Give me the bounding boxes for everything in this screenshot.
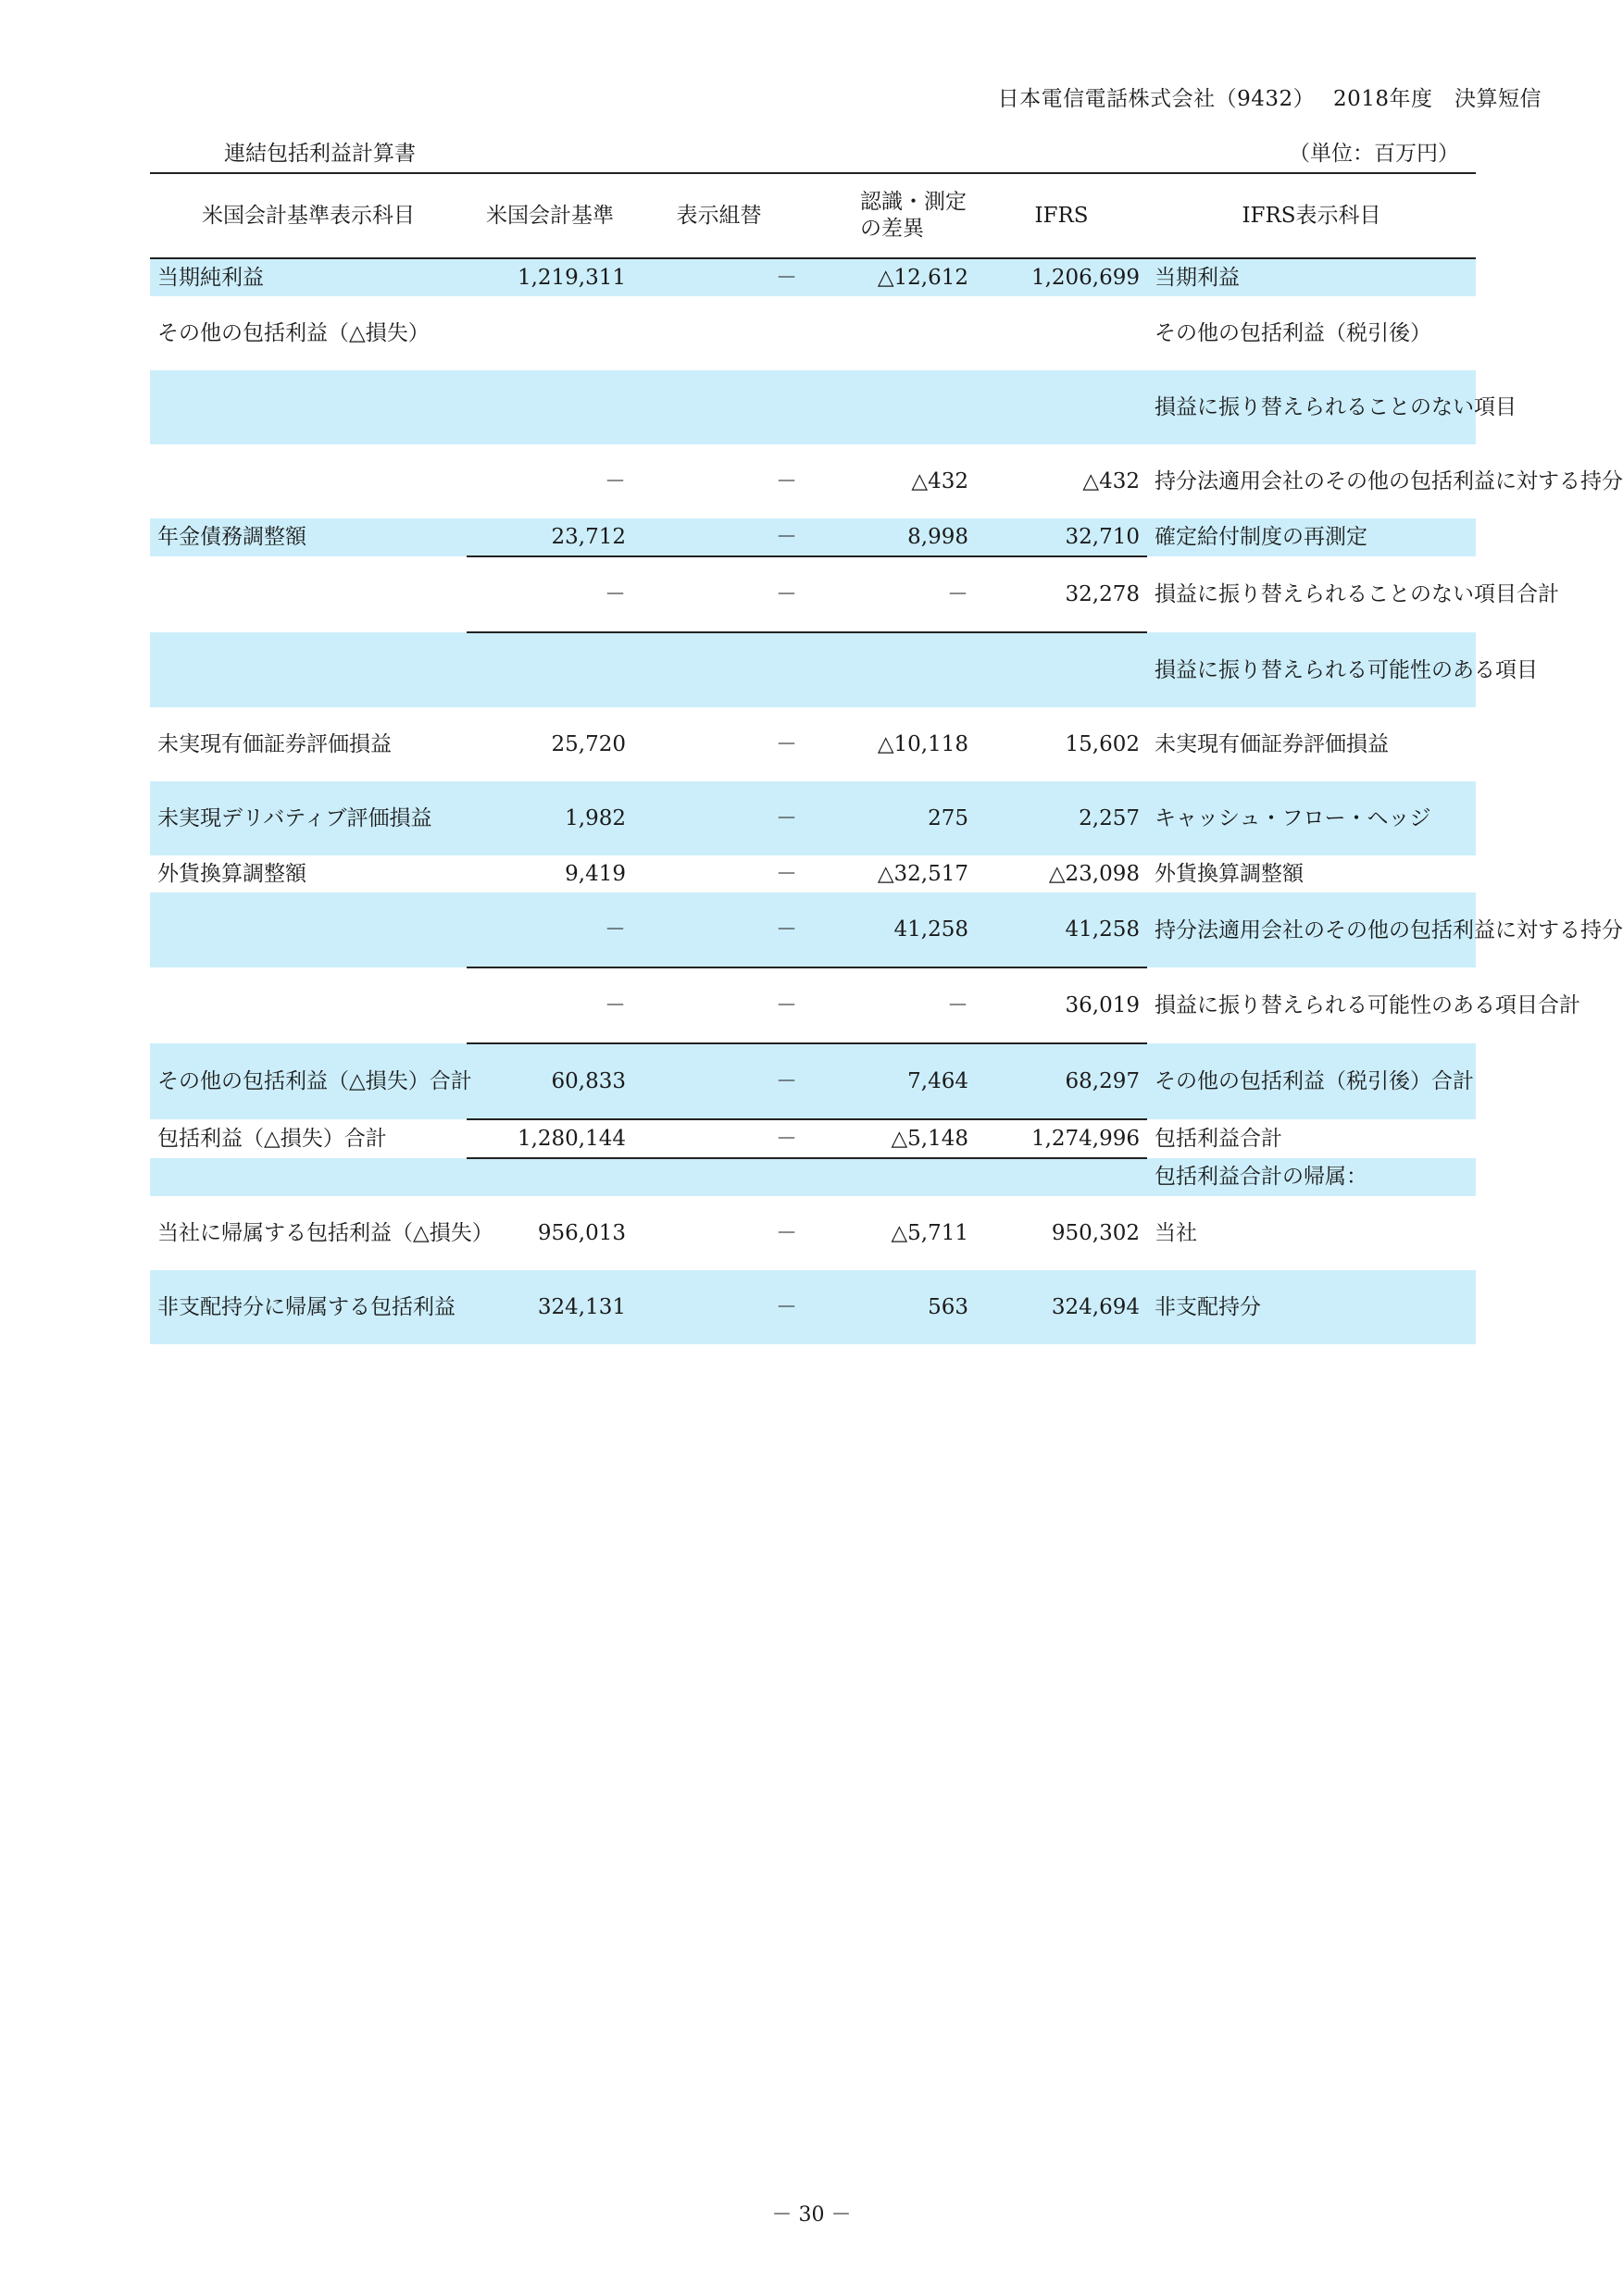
- reclass-cell: －: [633, 1043, 805, 1119]
- table-row: [150, 1196, 1476, 1270]
- ifrs-item-cell: 持分法適用会社のその他の包括利益に対する持分: [1147, 892, 1476, 967]
- ifrs-value-cell: 32,710: [976, 518, 1147, 556]
- ifrs-value-cell: 41,258: [976, 892, 1147, 967]
- diff-cell: △12,612: [805, 258, 976, 296]
- table-row: [150, 370, 1476, 444]
- ifrs-item-cell: キャッシュ・フロー・ヘッジ: [1147, 781, 1476, 855]
- ifrs-item-cell: 損益に振り替えられる可能性のある項目: [1147, 632, 1476, 707]
- reclass-cell: －: [633, 892, 805, 967]
- ifrs-item-cell: 未実現有価証券評価損益: [1155, 732, 1389, 756]
- diff-cell: 8,998: [805, 518, 976, 556]
- table-header-row: [150, 173, 1476, 258]
- us-value-cell: [467, 632, 633, 707]
- us-item-cell: [150, 967, 467, 1043]
- table-row: [150, 781, 1476, 855]
- us-item-cell: 当期純利益: [150, 258, 467, 296]
- reclass-cell: －: [633, 967, 805, 1043]
- ifrs-value-cell: 32,278: [976, 556, 1147, 632]
- us-value-cell: －: [467, 967, 633, 1043]
- ifrs-item-cell: 包括利益合計の帰属：: [1147, 1158, 1476, 1196]
- ifrs-value-cell: △432: [1082, 469, 1140, 493]
- col-header-ifrs: IFRS: [976, 173, 1147, 258]
- us-item-cell: [150, 632, 467, 707]
- table-row: [150, 1270, 1476, 1344]
- table-row: [150, 518, 1476, 556]
- ifrs-item-cell: 外貨換算調整額: [1155, 861, 1304, 886]
- diff-cell: △432: [911, 469, 968, 493]
- diff-cell: －: [805, 967, 976, 1043]
- ifrs-value-cell: [976, 370, 1147, 444]
- col-header-diff: 認識・測定の差異: [805, 173, 976, 258]
- ifrs-item-cell: 当社: [1155, 1221, 1197, 1245]
- us-value-cell: 1,219,311: [467, 258, 633, 296]
- diff-cell: △10,118: [877, 732, 968, 756]
- ifrs-value-cell: 36,019: [976, 967, 1147, 1043]
- diff-cell: 563: [805, 1270, 976, 1344]
- diff-cell: △5,711: [891, 1221, 968, 1245]
- table-row: [150, 632, 1476, 707]
- us-item-cell: その他の包括利益（△損失）合計: [150, 1043, 467, 1119]
- reclass-cell: －: [633, 258, 805, 296]
- us-item-cell: 外貨換算調整額: [157, 861, 306, 886]
- col-header-us-item: 米国会計基準表示科目: [150, 173, 467, 258]
- reclass-cell: －: [776, 469, 797, 493]
- table-row: [150, 1158, 1476, 1196]
- table-row: [150, 296, 1476, 370]
- reclass-cell: －: [633, 518, 805, 556]
- diff-cell: 7,464: [805, 1043, 976, 1119]
- us-item-cell: [150, 892, 467, 967]
- reclass-cell: [633, 370, 805, 444]
- diff-cell: △32,517: [877, 861, 968, 886]
- us-value-cell: －: [605, 469, 626, 493]
- table-row: [150, 892, 1476, 967]
- ifrs-item-cell: 持分法適用会社のその他の包括利益に対する持分: [1155, 469, 1623, 493]
- us-item-cell: 年金債務調整額: [150, 518, 467, 556]
- us-value-cell: －: [467, 892, 633, 967]
- table-row: [150, 707, 1476, 781]
- diff-cell: △5,148: [805, 1119, 976, 1158]
- reclass-cell: －: [633, 1119, 805, 1158]
- us-value-cell: 324,131: [467, 1270, 633, 1344]
- comprehensive-income-table: [150, 172, 1623, 1344]
- us-item-cell: [150, 370, 467, 444]
- ifrs-value-cell: [976, 1158, 1147, 1196]
- ifrs-value-cell: 15,602: [1065, 732, 1140, 756]
- ifrs-value-cell: 324,694: [976, 1270, 1147, 1344]
- ifrs-item-cell: 損益に振り替えられる可能性のある項目合計: [1155, 993, 1580, 1017]
- reclass-cell: [633, 632, 805, 707]
- ifrs-value-cell: 1,206,699: [976, 258, 1147, 296]
- us-value-cell: 25,720: [551, 732, 626, 756]
- col-header-reclass: 表示組替: [633, 173, 805, 258]
- diff-cell: [805, 632, 976, 707]
- ifrs-value-cell: 68,297: [976, 1043, 1147, 1119]
- diff-cell: －: [805, 556, 976, 632]
- ifrs-item-cell: 確定給付制度の再測定: [1147, 518, 1476, 556]
- ifrs-item-cell: 当期利益: [1147, 258, 1476, 296]
- us-item-cell: その他の包括利益（△損失）: [157, 321, 430, 345]
- col-header-ifrs-item: IFRS表示科目: [1147, 173, 1476, 258]
- reclass-cell: [633, 1158, 805, 1196]
- table-row: [150, 967, 1476, 1043]
- company-header: 日本電信電話株式会社（9432） 2018年度 決算短信: [997, 87, 1542, 111]
- us-value-cell: 9,419: [565, 861, 626, 886]
- us-item-cell: 未実現デリバティブ評価損益: [150, 781, 467, 855]
- ifrs-item-cell: 非支配持分: [1147, 1270, 1476, 1344]
- table-row: [150, 556, 1476, 632]
- ifrs-item-cell: その他の包括利益（税引後）合計: [1147, 1043, 1476, 1119]
- reclass-cell: －: [776, 1221, 797, 1245]
- us-value-cell: 23,712: [467, 518, 633, 556]
- reclass-cell: －: [776, 861, 797, 886]
- ifrs-item-cell: 損益に振り替えられることのない項目: [1147, 370, 1476, 444]
- us-item-cell: 包括利益（△損失）合計: [157, 1126, 387, 1151]
- us-item-cell: 非支配持分に帰属する包括利益: [150, 1270, 467, 1344]
- statement-title: 連結包括利益計算書: [224, 142, 416, 166]
- table-row: [150, 444, 1476, 518]
- us-value-cell: 60,833: [467, 1043, 633, 1119]
- col-header-us-gaap: 米国会計基準: [467, 173, 633, 258]
- us-value-cell: 956,013: [537, 1221, 626, 1245]
- diff-cell: [805, 296, 976, 370]
- us-value-cell: [467, 370, 633, 444]
- us-item-cell: [150, 1158, 467, 1196]
- unit-label: （単位：百万円）: [1289, 142, 1459, 166]
- reclass-cell: －: [633, 1270, 805, 1344]
- diff-cell: 275: [805, 781, 976, 855]
- table-row: [150, 855, 1476, 892]
- ifrs-item-cell: 損益に振り替えられることのない項目合計: [1155, 582, 1559, 606]
- table-row: [150, 1043, 1476, 1119]
- page-number: － 30 －: [771, 2203, 852, 2227]
- reclass-cell: [633, 296, 805, 370]
- ifrs-value-cell: 1,274,996: [976, 1119, 1147, 1158]
- ifrs-value-cell: 2,257: [976, 781, 1147, 855]
- us-item-cell: [150, 556, 467, 632]
- ifrs-value-cell: 950,302: [1051, 1221, 1140, 1245]
- us-value-cell: 1,280,144: [467, 1119, 633, 1158]
- us-value-cell: －: [467, 556, 633, 632]
- reclass-cell: －: [633, 781, 805, 855]
- ifrs-value-cell: [976, 296, 1147, 370]
- reclass-cell: －: [633, 556, 805, 632]
- ifrs-value-cell: △23,098: [1048, 861, 1140, 886]
- us-item-cell: [150, 444, 467, 518]
- statement-title-row: [150, 136, 1476, 167]
- table-row: [150, 1119, 1476, 1158]
- diff-cell: [805, 370, 976, 444]
- ifrs-value-cell: [976, 632, 1147, 707]
- ifrs-item-cell: 包括利益合計: [1155, 1126, 1282, 1151]
- ifrs-item-cell: その他の包括利益（税引後）: [1155, 321, 1431, 345]
- us-item-cell: 未実現有価証券評価損益: [157, 732, 392, 756]
- reclass-cell: －: [776, 732, 797, 756]
- us-item-cell: 当社に帰属する包括利益（△損失）: [157, 1221, 493, 1245]
- us-value-cell: [467, 1158, 633, 1196]
- diff-cell: 41,258: [805, 892, 976, 967]
- diff-cell: [805, 1158, 976, 1196]
- us-value-cell: 1,982: [467, 781, 633, 855]
- table-row: [150, 258, 1476, 296]
- us-value-cell: [467, 296, 633, 370]
